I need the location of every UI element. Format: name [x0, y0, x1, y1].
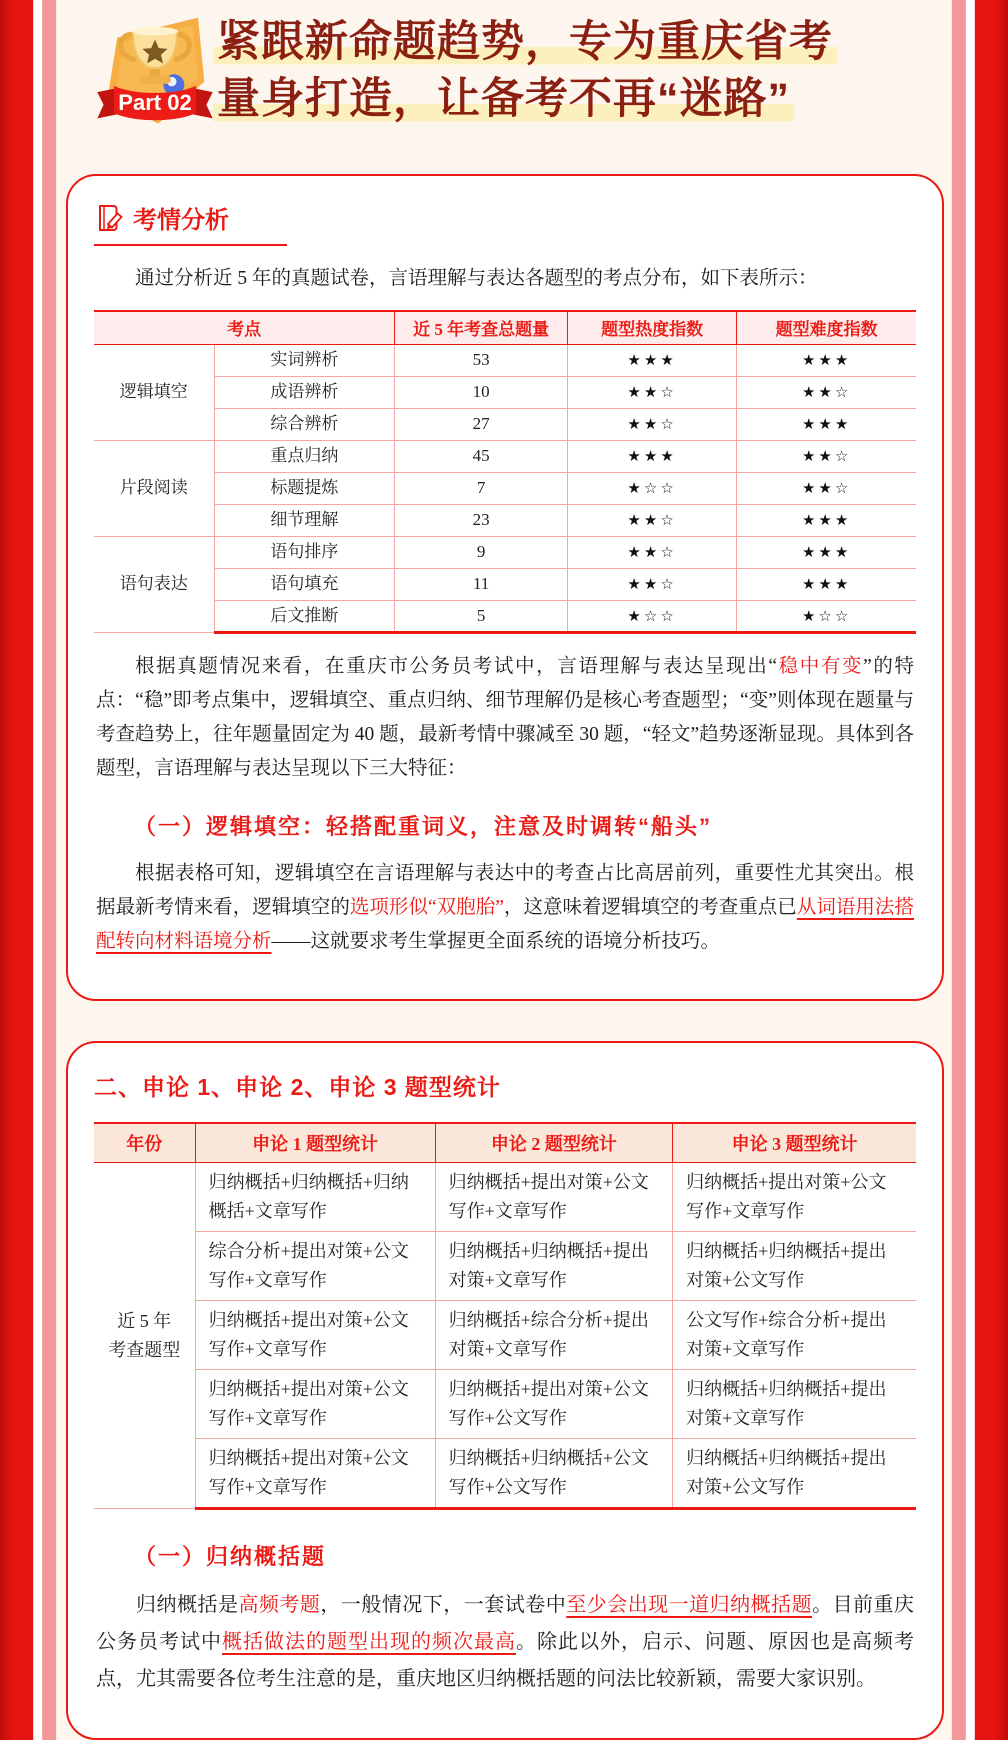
subheading-logic-fill: （一）逻辑填空：轻搭配重词义，注意及时调转“船头”	[134, 810, 916, 841]
body-text: 。除此以外，启示、问题、原因也是高频考点，尤其需要各位考生注意的是，重庆地区归纳概括题的问法比较新颖，需要大家识别。	[96, 1631, 914, 1690]
cell: 归纳概括+归纳概括+提出对策+公文写作	[673, 1232, 916, 1301]
table2-header-row	[94, 1123, 916, 1163]
difficulty-rating: ★★☆	[737, 376, 916, 408]
cell: 综合分析+提出对策+公文写作+文章写作	[195, 1232, 435, 1301]
table-row	[94, 408, 916, 440]
difficulty-rating: ★★☆	[737, 472, 916, 504]
exam-analysis-card	[66, 174, 944, 1001]
difficulty-rating: ★★★	[737, 408, 916, 440]
exam-analysis-table	[94, 310, 916, 634]
table-row	[94, 472, 916, 504]
table-row	[94, 376, 916, 408]
cell: 语句排序	[214, 536, 395, 568]
cell: 语句填充	[214, 568, 395, 600]
year-label-line1: 近 5 年	[100, 1307, 189, 1336]
hero-title	[213, 14, 1008, 128]
difficulty-rating: ★★★	[737, 536, 916, 568]
difficulty-rating: ★★★	[737, 568, 916, 600]
hero-title-line2: 量身打造，让备考不再“迷路”	[213, 75, 794, 123]
cell: 归纳概括+归纳概括+提出对策+文章写作	[435, 1232, 673, 1301]
cell: 归纳概括+归纳概括+提出对策+文章写作	[673, 1370, 916, 1439]
body-text: 根据表格可知，逻辑填空在言语理解与表达中的考查占比高居前列，重要性尤其突出。根据最新考情来看，逻辑填空的	[96, 863, 914, 918]
cell: 公文写作+综合分析+提出对策+文章写作	[673, 1301, 916, 1370]
table-row	[94, 1370, 916, 1439]
cell: 重点归纳	[214, 440, 395, 472]
subheading-summary: （一）归纳概括题	[134, 1540, 916, 1571]
col-header-shenlun3: 申论 3 题型统计	[673, 1123, 916, 1163]
cell: 9	[395, 536, 568, 568]
cell: 45	[395, 440, 568, 472]
col-header-difficulty: 题型难度指数	[737, 311, 916, 344]
cell: 53	[395, 344, 568, 376]
shenlun-stats-card	[66, 1041, 944, 1740]
cell: 5	[395, 600, 568, 632]
table-row	[94, 504, 916, 536]
col-header-topic: 考点	[94, 311, 395, 344]
cell: 归纳概括+归纳概括+公文写作+公文写作	[435, 1439, 673, 1509]
section2-heading: 二、申论 1、申论 2、申论 3 题型统计	[94, 1069, 916, 1102]
body-text: ”的特点：“稳”即考点集中，逻辑填空、重点归纳、细节理解仍是核心考查题型；“变”则体现在题量与考查趋势上，往年题量固定为 40 题，最新考情中骤减至 30 题，“轻文”趋势逐渐显现。具体到各题型，言语理解与表达呈现以下三大特征：	[96, 656, 914, 779]
cell: 综合辨析	[214, 408, 395, 440]
heat-rating: ★★★	[567, 440, 736, 472]
col-header-heat: 题型热度指数	[567, 311, 736, 344]
heat-rating: ★★☆	[567, 536, 736, 568]
cell: 归纳概括+综合分析+提出对策+文章写作	[435, 1301, 673, 1370]
intro-paragraph	[96, 262, 914, 296]
hero-title-line1: 紧跟新命题趋势，专为重庆省考	[213, 18, 837, 66]
cell: 10	[395, 376, 568, 408]
table-row	[94, 536, 916, 568]
part-badge-label: Part 02	[118, 90, 191, 115]
cell: 归纳概括+提出对策+公文写作+文章写作	[195, 1439, 435, 1509]
section1-heading	[94, 200, 287, 246]
cell: 成语辨析	[214, 376, 395, 408]
cell: 11	[395, 568, 568, 600]
table-row	[94, 568, 916, 600]
analysis-paragraph	[96, 650, 914, 786]
year-label-line2: 考查题型	[100, 1336, 189, 1365]
col-header-shenlun1: 申论 1 题型统计	[195, 1123, 435, 1163]
cell: 归纳概括+提出对策+公文写作+公文写作	[435, 1370, 673, 1439]
heat-rating: ★★★	[567, 344, 736, 376]
section1-heading-label: 考情分析	[133, 200, 229, 235]
table-row	[94, 440, 916, 472]
table-row	[94, 600, 916, 632]
group-label: 语句表达	[94, 536, 214, 632]
cell: 实词辨析	[214, 344, 395, 376]
emphasis-red-underline: 至少会出现一道归纳概括题	[566, 1594, 812, 1616]
body-text: ，一般情况下，一套试卷中	[320, 1594, 566, 1616]
emphasis-red: 高频考题	[238, 1594, 320, 1616]
table1-header-row	[94, 311, 916, 344]
logic-fill-paragraph	[96, 857, 914, 959]
body-text: 归纳概括是	[136, 1594, 238, 1616]
emphasis-red-underline: 概括做法的题型出现的频次最高	[222, 1631, 516, 1653]
cell: 27	[395, 408, 568, 440]
year-label	[94, 1163, 195, 1509]
shenlun-stats-table	[94, 1122, 916, 1511]
emphasis-red-underline: 从词语用法搭配转向材料语境分析	[96, 897, 914, 952]
body-text: ，这意味着逻辑填空的考查重点已	[504, 897, 797, 918]
intro-text: 通过分析近 5 年的真题试卷，言语理解与表达各题型的考点分布，如下表所示：	[135, 268, 818, 289]
heat-rating: ★★☆	[567, 376, 736, 408]
heat-rating: ★★☆	[567, 504, 736, 536]
table-row	[94, 1163, 916, 1232]
heat-rating: ★★☆	[567, 568, 736, 600]
col-header-shenlun2: 申论 2 题型统计	[435, 1123, 673, 1163]
body-text: ——这就要求考生掌握更全面系统的语境分析技巧。	[272, 931, 721, 952]
table-row	[94, 1301, 916, 1370]
heat-rating: ★☆☆	[567, 600, 736, 632]
body-text: 根据真题情况来看，在重庆市公务员考试中，言语理解与表达呈现出“	[135, 656, 777, 677]
body-text: 。目前重庆公务员考试中	[96, 1594, 914, 1653]
notebook-pencil-icon	[96, 203, 123, 233]
cell: 细节理解	[214, 504, 395, 536]
cell: 归纳概括+提出对策+公文写作+文章写作	[195, 1301, 435, 1370]
cell: 归纳概括+归纳概括+提出对策+公文写作	[673, 1439, 916, 1509]
col-header-year: 年份	[94, 1123, 195, 1163]
cell: 归纳概括+提出对策+公文写作+文章写作	[195, 1370, 435, 1439]
table-row	[94, 1232, 916, 1301]
hero-header	[0, 0, 1008, 140]
difficulty-rating: ★☆☆	[737, 600, 916, 632]
table-row	[94, 344, 916, 376]
cell: 归纳概括+归纳概括+归纳概括+文章写作	[195, 1163, 435, 1232]
difficulty-rating: ★★★	[737, 504, 916, 536]
cell: 归纳概括+提出对策+公文写作+文章写作	[435, 1163, 673, 1232]
trophy-badge-icon	[92, 4, 218, 132]
group-label: 逻辑填空	[94, 344, 214, 440]
col-header-total: 近 5 年考查总题量	[395, 311, 568, 344]
heat-rating: ★★☆	[567, 408, 736, 440]
emphasis-red: 选项形似“双胞胎”	[350, 897, 504, 918]
table-row	[94, 1439, 916, 1509]
cell: 后文推断	[214, 600, 395, 632]
cell: 7	[395, 472, 568, 504]
cell: 标题提炼	[214, 472, 395, 504]
cell: 归纳概括+提出对策+公文写作+文章写作	[673, 1163, 916, 1232]
emphasis-red: 稳中有变	[777, 656, 863, 677]
cell: 23	[395, 504, 568, 536]
difficulty-rating: ★★☆	[737, 440, 916, 472]
summary-paragraph	[96, 1587, 914, 1698]
difficulty-rating: ★★★	[737, 344, 916, 376]
heat-rating: ★☆☆	[567, 472, 736, 504]
group-label: 片段阅读	[94, 440, 214, 536]
